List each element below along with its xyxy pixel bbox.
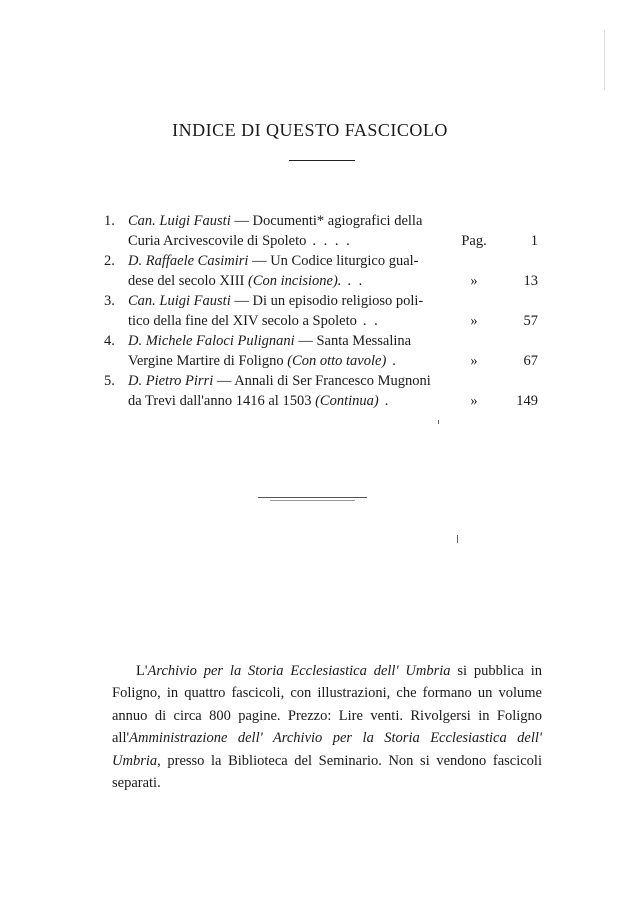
- leader-dots: .: [392, 353, 398, 369]
- leader-dots: .: [384, 393, 391, 409]
- entry-number: 5.: [104, 373, 115, 389]
- notice-text-end: , presso la Biblioteca del Seminario. Non si vendono fascicoli separati.: [112, 752, 542, 792]
- entry-title: da Trevi dall'anno 1416 al 1503: [128, 393, 316, 409]
- print-speck: [438, 420, 439, 424]
- page-label: »: [470, 353, 478, 369]
- page-ref: [450, 391, 540, 411]
- leader-dots: . .: [347, 273, 365, 289]
- toc-line: [104, 351, 540, 371]
- page-number: 13: [523, 273, 538, 289]
- page-number: 149: [516, 393, 538, 409]
- notice-text: si pubblica in Foligno, in quattro fascicoli, con illustrazioni, che formano un volume annuo di circa 800 pagine. Prezzo: Lire venti. Rivolgersi in Foligno all': [112, 663, 542, 747]
- page-title: INDICE DI QUESTO FASCICOLO: [172, 120, 448, 140]
- table-of-contents: [104, 211, 540, 411]
- entry-author: D. Pietro Pirri: [128, 373, 214, 389]
- entry-number: 3.: [104, 293, 115, 309]
- entry-title: — Di un episodio religioso poli-: [230, 293, 424, 309]
- page-number: 67: [523, 353, 538, 369]
- page-number: 1: [530, 233, 538, 249]
- section-divider-inner: [270, 500, 355, 501]
- page-label: »: [470, 313, 478, 329]
- toc-entry: [104, 371, 540, 411]
- entry-note: (Con otto tavole): [287, 353, 387, 369]
- entry-author: Can. Luigi Fausti: [128, 213, 231, 229]
- entry-note: (Continua): [315, 393, 379, 409]
- entry-number: 4.: [104, 333, 115, 349]
- toc-line: [104, 311, 540, 331]
- entry-title: — Santa Messalina: [294, 333, 412, 349]
- toc-line: [104, 331, 540, 351]
- toc-entry: [104, 291, 540, 331]
- toc-entry: [104, 211, 540, 251]
- page-ref: [450, 311, 540, 331]
- entry-author: D. Michele Faloci Pulignani: [128, 333, 295, 349]
- notice-paragraph: [112, 660, 542, 794]
- entry-author: Can. Luigi Fausti: [128, 293, 231, 309]
- page-number: 57: [523, 313, 538, 329]
- journal-name: Archivio per la Storia Ecclesiastica dell' Umbria: [147, 663, 451, 679]
- entry-title: — Documenti* agiografici della: [230, 213, 423, 229]
- page-ref: [450, 351, 540, 371]
- toc-line: [104, 231, 540, 251]
- title-underline: [289, 160, 355, 161]
- leader-dots: . . . .: [312, 233, 352, 249]
- toc-entry: [104, 331, 540, 371]
- entry-title: Vergine Martire di Foligno: [128, 353, 288, 369]
- print-speck: [604, 30, 605, 90]
- toc-line: [104, 211, 540, 231]
- page-label: »: [470, 273, 478, 289]
- toc-line: [104, 271, 540, 291]
- entry-number: 1.: [104, 213, 115, 229]
- toc-line: [104, 371, 540, 391]
- entry-title: — Annali di Ser Francesco Mugnoni: [213, 373, 431, 389]
- section-divider: [258, 497, 367, 498]
- leader-dots: . .: [362, 313, 380, 329]
- page-label: Pag.: [461, 233, 487, 249]
- print-speck: [457, 535, 458, 543]
- entry-title: — Un Codice liturgico gual-: [248, 253, 419, 269]
- publication-notice: [112, 660, 542, 794]
- toc-line: [104, 251, 540, 271]
- entry-title: tico della fine del XIV secolo a Spoleto: [128, 313, 357, 329]
- page-ref: [450, 271, 540, 291]
- notice-lead: L': [136, 663, 148, 679]
- entry-title: Curia Arcivescovile di Spoleto: [128, 233, 307, 249]
- entry-note: (Con incisione).: [247, 273, 342, 289]
- entry-number: 2.: [104, 253, 115, 269]
- entry-title: dese del secolo XIII: [128, 273, 248, 289]
- page-label: »: [470, 393, 478, 409]
- toc-line: [104, 291, 540, 311]
- page-ref: [450, 231, 540, 251]
- toc-entry: [104, 251, 540, 291]
- entry-author: D. Raffaele Casimiri: [128, 253, 249, 269]
- toc-line: [104, 391, 540, 411]
- administration-name: Amministrazione dell' Archivio per la Storia Ecclesiastica dell' Umbria: [112, 730, 542, 769]
